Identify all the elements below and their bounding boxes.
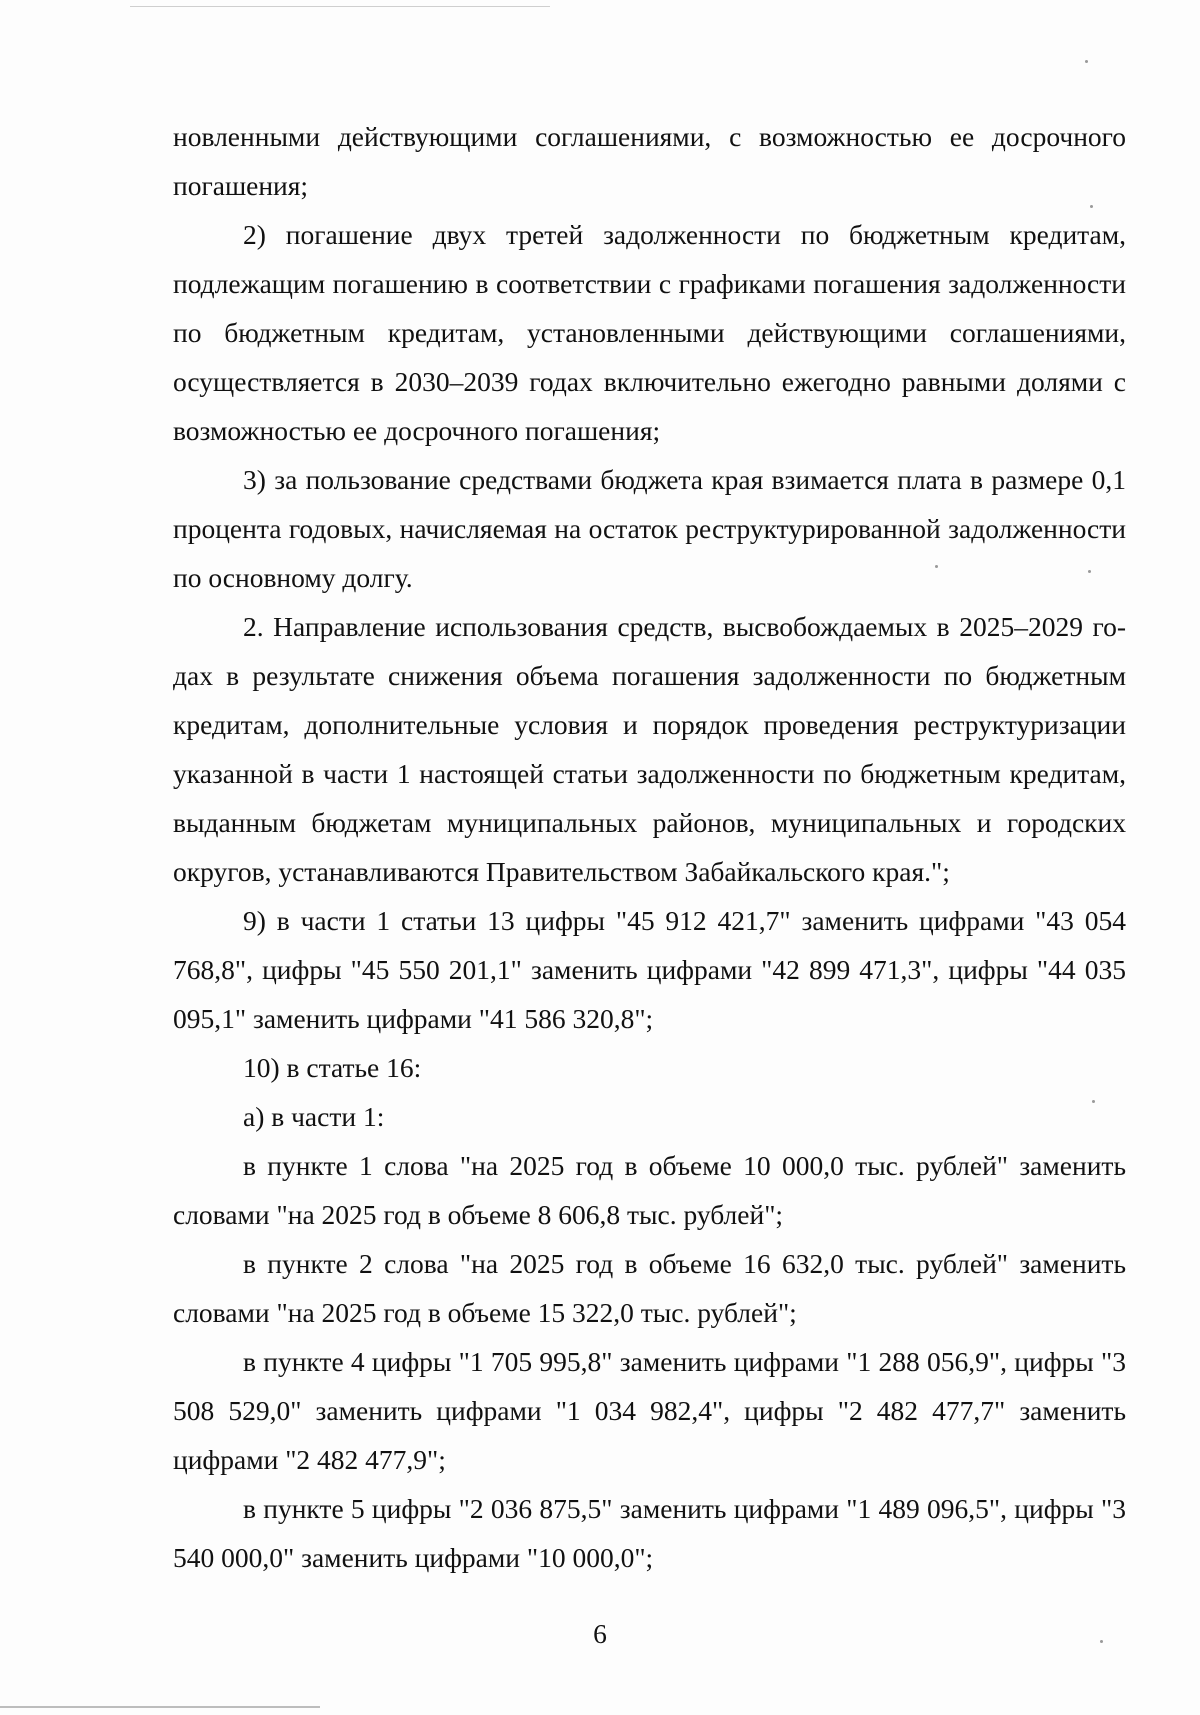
paragraph: 2) погашение двух третей задолженности по бюджетным кредитам, подлежащим погашению в соответствии с графиками погашения задолженности по бюджетным кредитам, установленными действующими соглашениями, осуществляется в 2030–2039 годах включительно ежегодно равными долями с возможностью ее досрочного погашения;: [173, 219, 1126, 446]
paragraph: а) в части 1:: [243, 1101, 385, 1132]
paragraph: новленными действующими соглашениями, с возможностью ее досрочного погашения;: [173, 121, 1126, 201]
scan-artifact-line: [130, 6, 550, 7]
page-number: 6: [593, 1618, 607, 1649]
paragraph: 10) в статье 16:: [243, 1052, 422, 1083]
paragraph: 3) за пользование средствами бюджета края взимается плата в размере 0,1 процента годовых, начисляемая на остаток реструктурированной задолженности по основному долгу.: [173, 464, 1126, 593]
paragraph: в пункте 1 слова "на 2025 год в объеме 10 000,0 тыс. рублей" заменить словами "на 2025 год в объеме 8 606,8 тыс. рублей";: [173, 1150, 1126, 1230]
paragraph: в пункте 4 цифры "1 705 995,8" заменить цифрами "1 288 056,9", цифры "3 508 529,0" заменить цифрами "1 034 982,4", цифры "2 482 477,7" заменить цифрами "2 482 477,9";: [173, 1346, 1126, 1475]
paragraph: 2. Направление использования средств, высвобождаемых в 2025–2029 годах в результате снижения объема погашения задолженности по бюджетным кредитам, дополнительные условия и порядок проведения реструктуризации указанной в части 1 настоящей статьи задолженности по бюджетным кредитам, выданным бюджетам муниципальных районов, муниципальных и городских округов, устанавливаются Правительством Забайкальского края.";: [173, 611, 1126, 887]
paragraph: 9) в части 1 статьи 13 цифры "45 912 421,7" заменить цифрами "43 054 768,8", цифры "45 550 201,1" заменить цифрами "42 899 471,3", цифры "44 035 095,1" заменить цифрами "41 586 320,8";: [173, 905, 1126, 1034]
scan-speck: [1085, 60, 1088, 63]
scan-artifact-line: [0, 1706, 320, 1708]
paragraph: в пункте 5 цифры "2 036 875,5" заменить цифрами "1 489 096,5", цифры "3 540 000,0" заменить цифрами "10 000,0";: [173, 1493, 1126, 1573]
document-body: [173, 112, 1126, 1582]
paragraph: в пункте 2 слова "на 2025 год в объеме 16 632,0 тыс. рублей" заменить словами "на 2025 год в объеме 15 322,0 тыс. рублей";: [173, 1248, 1126, 1328]
